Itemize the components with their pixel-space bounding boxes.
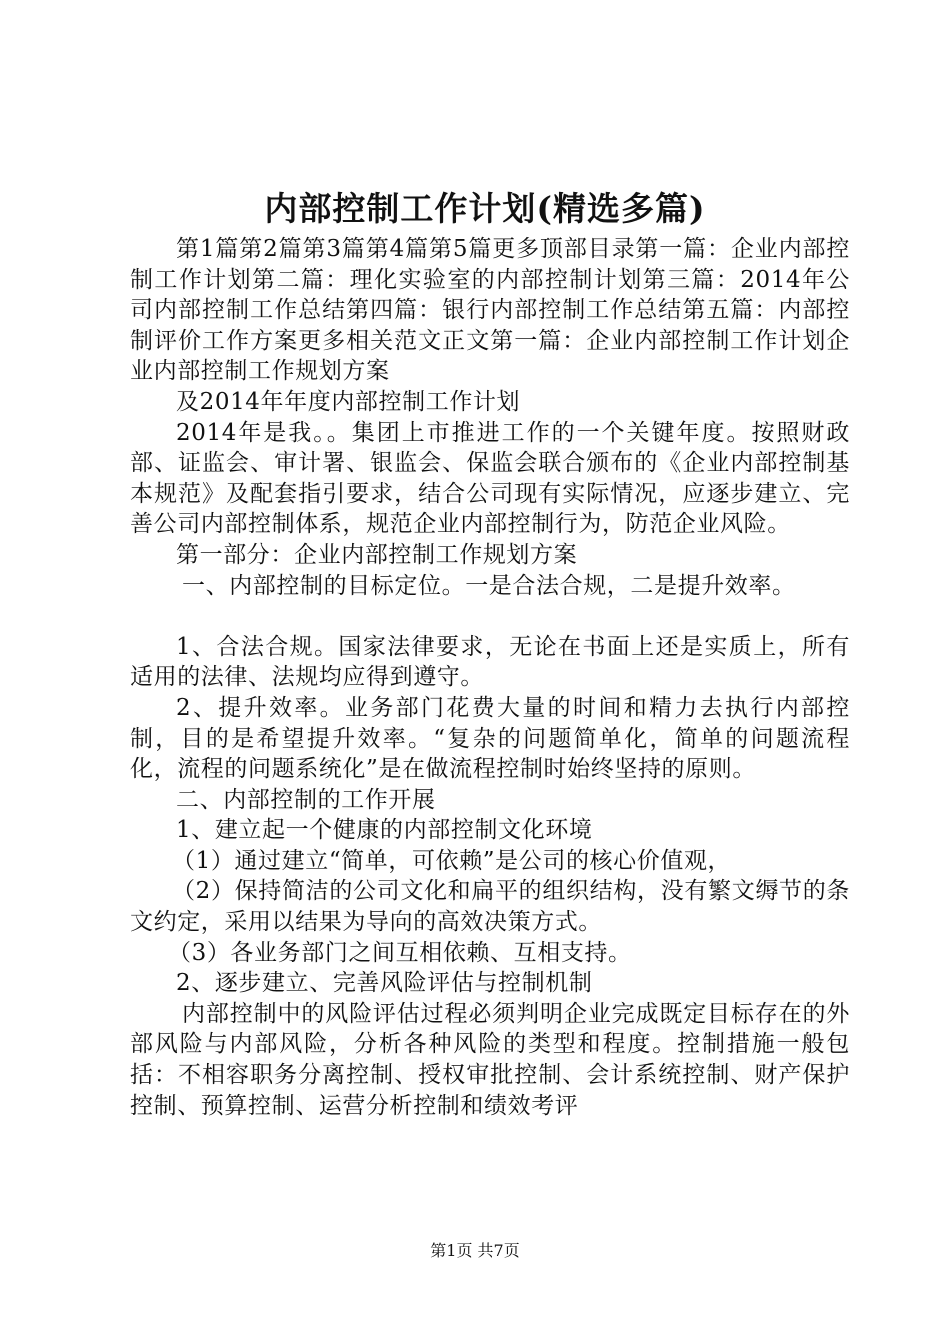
paragraph-efficiency: 2、提升效率。业务部门花费大量的时间和精力去执行内部控制，目的是希望提升效率。“复杂的问题简单化，简单的问题流程化，流程的问题系统化”是在做流程控制时始终坚持的原则。 xyxy=(130,694,850,783)
section-heading-goal: 一、内部控制的目标定位。一是合法合规，二是提升效率。 xyxy=(182,572,796,599)
section-heading-work: 二、内部控制的工作开展 xyxy=(176,786,436,813)
document-body xyxy=(130,234,850,1121)
list-item-1: （1）通过建立“简单，可依赖”是公司的核心价值观， xyxy=(172,847,732,874)
paragraph-toc: 第1篇第2篇第3篇第4篇第5篇更多顶部目录第一篇：企业内部控制工作计划第二篇：理化实验室的内部控制计划第三篇：2014年公司内部控制工作总结第四篇：银行内部控制工作总结第五篇：内部控制评价工作方案更多相关范文正文第一篇：企业内部控制工作计划企业内部控制工作规划方案 xyxy=(130,236,850,385)
page-footer: 第1页 共7页 xyxy=(430,1241,520,1260)
paragraph-compliance: 1、合法合规。国家法律要求，无论在书面上还是实质上，所有适用的法律、法规均应得到遵守。 xyxy=(130,633,850,691)
paragraph-intro: 2014年是我。。集团上市推进工作的一个关键年度。按照财政部、证监会、审计署、银监会、保监会联合颁布的《企业内部控制基本规范》及配套指引要求，结合公司现有实际情况，应逐步建立、完善公司内部控制体系，规范企业内部控制行为，防范企业风险。 xyxy=(130,419,850,538)
list-item-2: （2）保持简洁的公司文化和扁平的组织结构，没有繁文缛节的条文约定，采用以结果为导向的高效决策方式。 xyxy=(130,878,850,936)
subheading-risk: 2、逐步建立、完善风险评估与控制机制 xyxy=(176,970,593,997)
subheading-culture: 1、建立起一个健康的内部控制文化环境 xyxy=(176,817,593,844)
document-title: 内部控制工作计划(精选多篇) xyxy=(264,189,706,228)
blank-line xyxy=(130,601,850,632)
list-item-3: （3）各业务部门之间互相依赖、互相支持。 xyxy=(168,939,632,966)
section-heading-part-one: 第一部分：企业内部控制工作规划方案 xyxy=(176,541,578,568)
paragraph-risk: 内部控制中的风险评估过程必须判明企业完成既定目标存在的外部风险与内部风险，分析各种风险的类型和程度。控制措施一般包括：不相容职务分离控制、授权审批控制、会计系统控制、财产保护控制、预算控制、运营分析控制和绩效考评 xyxy=(130,1000,850,1119)
paragraph-plan-title: 及2014年年度内部控制工作计划 xyxy=(176,388,521,415)
